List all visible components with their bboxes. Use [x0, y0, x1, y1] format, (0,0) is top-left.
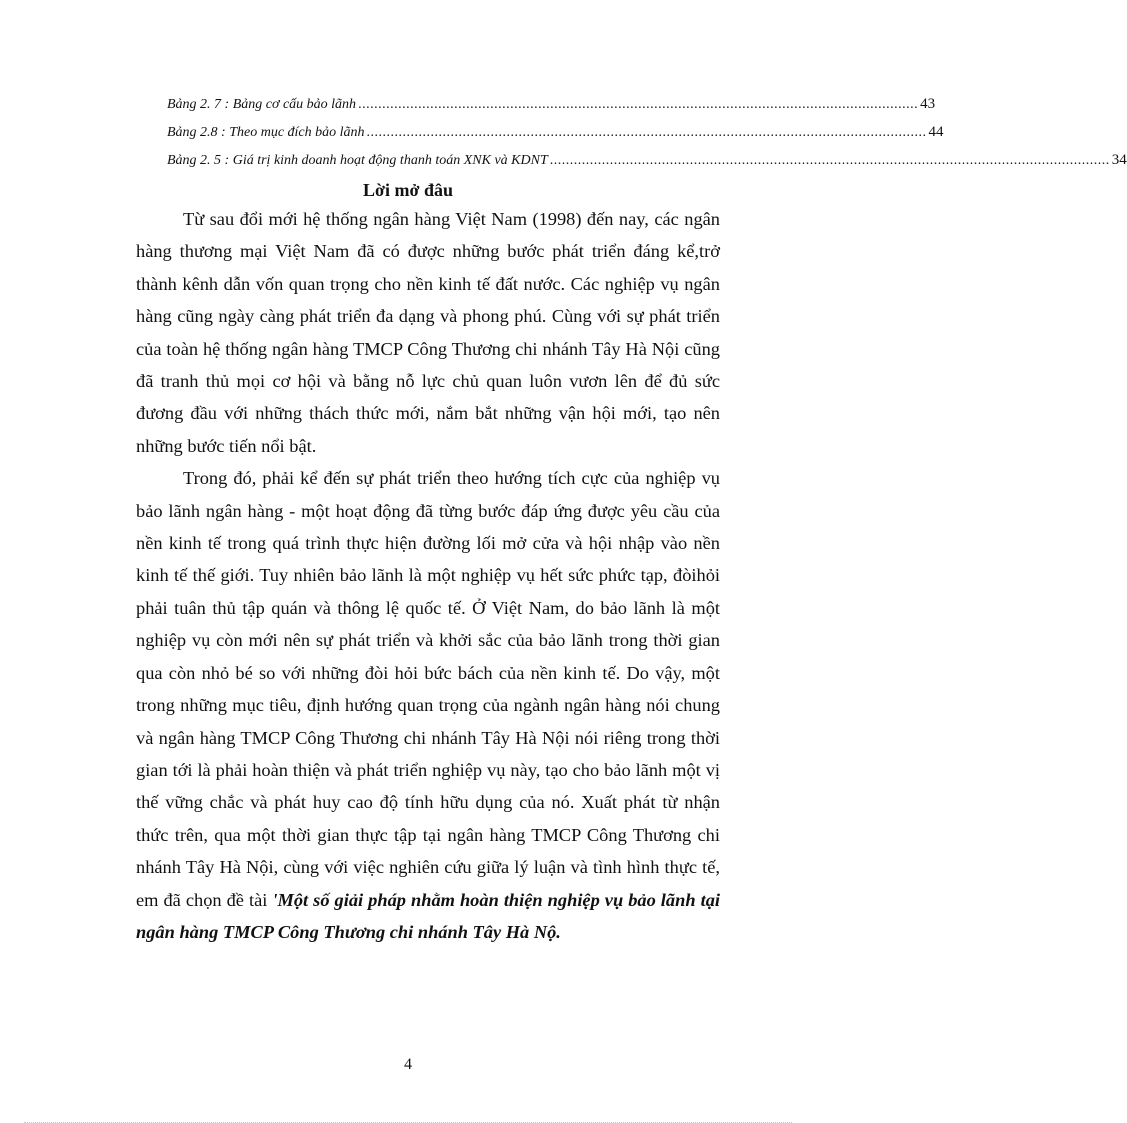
toc-entry-page: 34 [1111, 152, 1127, 168]
paragraph [136, 462, 720, 948]
section-heading: Lời mở đâu [363, 180, 453, 200]
paragraph [136, 203, 720, 462]
toc-leader-dots: ............................................................................................................................................ [366, 125, 927, 140]
toc-entry-title: Bảng 2. 5 : Giá trị kinh doanh hoạt động thanh toán XNK và KDNT [167, 153, 548, 168]
toc-entry-page: 43 [920, 96, 936, 112]
paragraph-text: Trong đó, phải kể đến sự phát triển theo hướng tích cực của nghiệp vụ bảo lãnh ngân hàng - một hoạt động đã từng bước đáp ứng được yêu cầu của nền kinh tế trong quá trình thực hiện đường lối mở cửa và hội nhập vào nền kinh tế thế giới. Tuy nhiên bảo lãnh là một nghiệp vụ hết sức phức tạp, đòihỏi phải tuân thủ tập quán và thông lệ quốc tế. Ở Việt Nam, do bảo lãnh là một nghiệp vụ còn mới nên sự phát triển và khởi sắc của bảo lãnh trong thời gian qua còn nhỏ bé so với những đòi hỏi bức bách của nền kinh tế. Do vậy, một trong những mục tiêu, định hướng quan trọng của ngành ngân hàng nói chung và ngân hàng TMCP Công Thương chi nhánh Tây Hà Nội nói riêng trong thời gian tới là phải hoàn thiện và phát triển nghiệp vụ này, tạo cho bảo lãnh một vị thế vững chắc và phát huy cao độ tính hữu dụng của nó. Xuất phát từ nhận thức trên, qua một thời gian thực tập tại ngân hàng TMCP Công Thương chi nhánh Tây Hà Nội, cùng với việc nghiên cứu giữa lý luận và tình hình thực tế, em đã chọn đề tài [136, 468, 720, 910]
toc-leader-dots: ............................................................................................................................................ [358, 97, 919, 112]
toc-entry[interactable] [167, 151, 1127, 170]
toc-entry-page: 44 [928, 124, 944, 140]
paragraph-text: Từ sau đổi mới hệ thống ngân hàng Việt Nam (1998) đến nay, các ngân hàng thương mại Việt Nam đã có được những bước phát triển đáng kể,trở thành kênh dẫn vốn quan trọng cho nền kinh tế đất nước. Các nghiệp vụ ngân hàng cũng ngày càng phát triển đa dạng và phong phú. Cùng với sự phát triển của toàn hệ thống ngân hàng TMCP Công Thương chi nhánh Tây Hà Nội cũng đã tranh thủ mọi cơ hội và bằng nỗ lực chủ quan luôn vươn lên để đủ sức đương đầu với những thách thức mới, nắm bắt những vận hội mới, tạo nên những bước tiến nổi bật. [136, 209, 720, 456]
body-text [136, 203, 720, 948]
thesis-title: 'Một số giải pháp nhằm hoàn thiện nghiệp vụ bảo lãnh tại ngân hàng TMCP Công Thương chi nhánh Tây Hà Nộ. [136, 889, 720, 942]
toc-leader-dots: ............................................................................................................................................ [549, 153, 1110, 168]
toc-entry-title: Bảng 2.8 : Theo mục đích bảo lãnh [167, 125, 365, 140]
page-number: 4 [404, 1056, 412, 1073]
toc-entry-title: Bảng 2. 7 : Bảng cơ cấu bảo lãnh [167, 97, 357, 112]
toc-entry[interactable] [167, 95, 936, 114]
toc-entry[interactable] [167, 123, 944, 142]
